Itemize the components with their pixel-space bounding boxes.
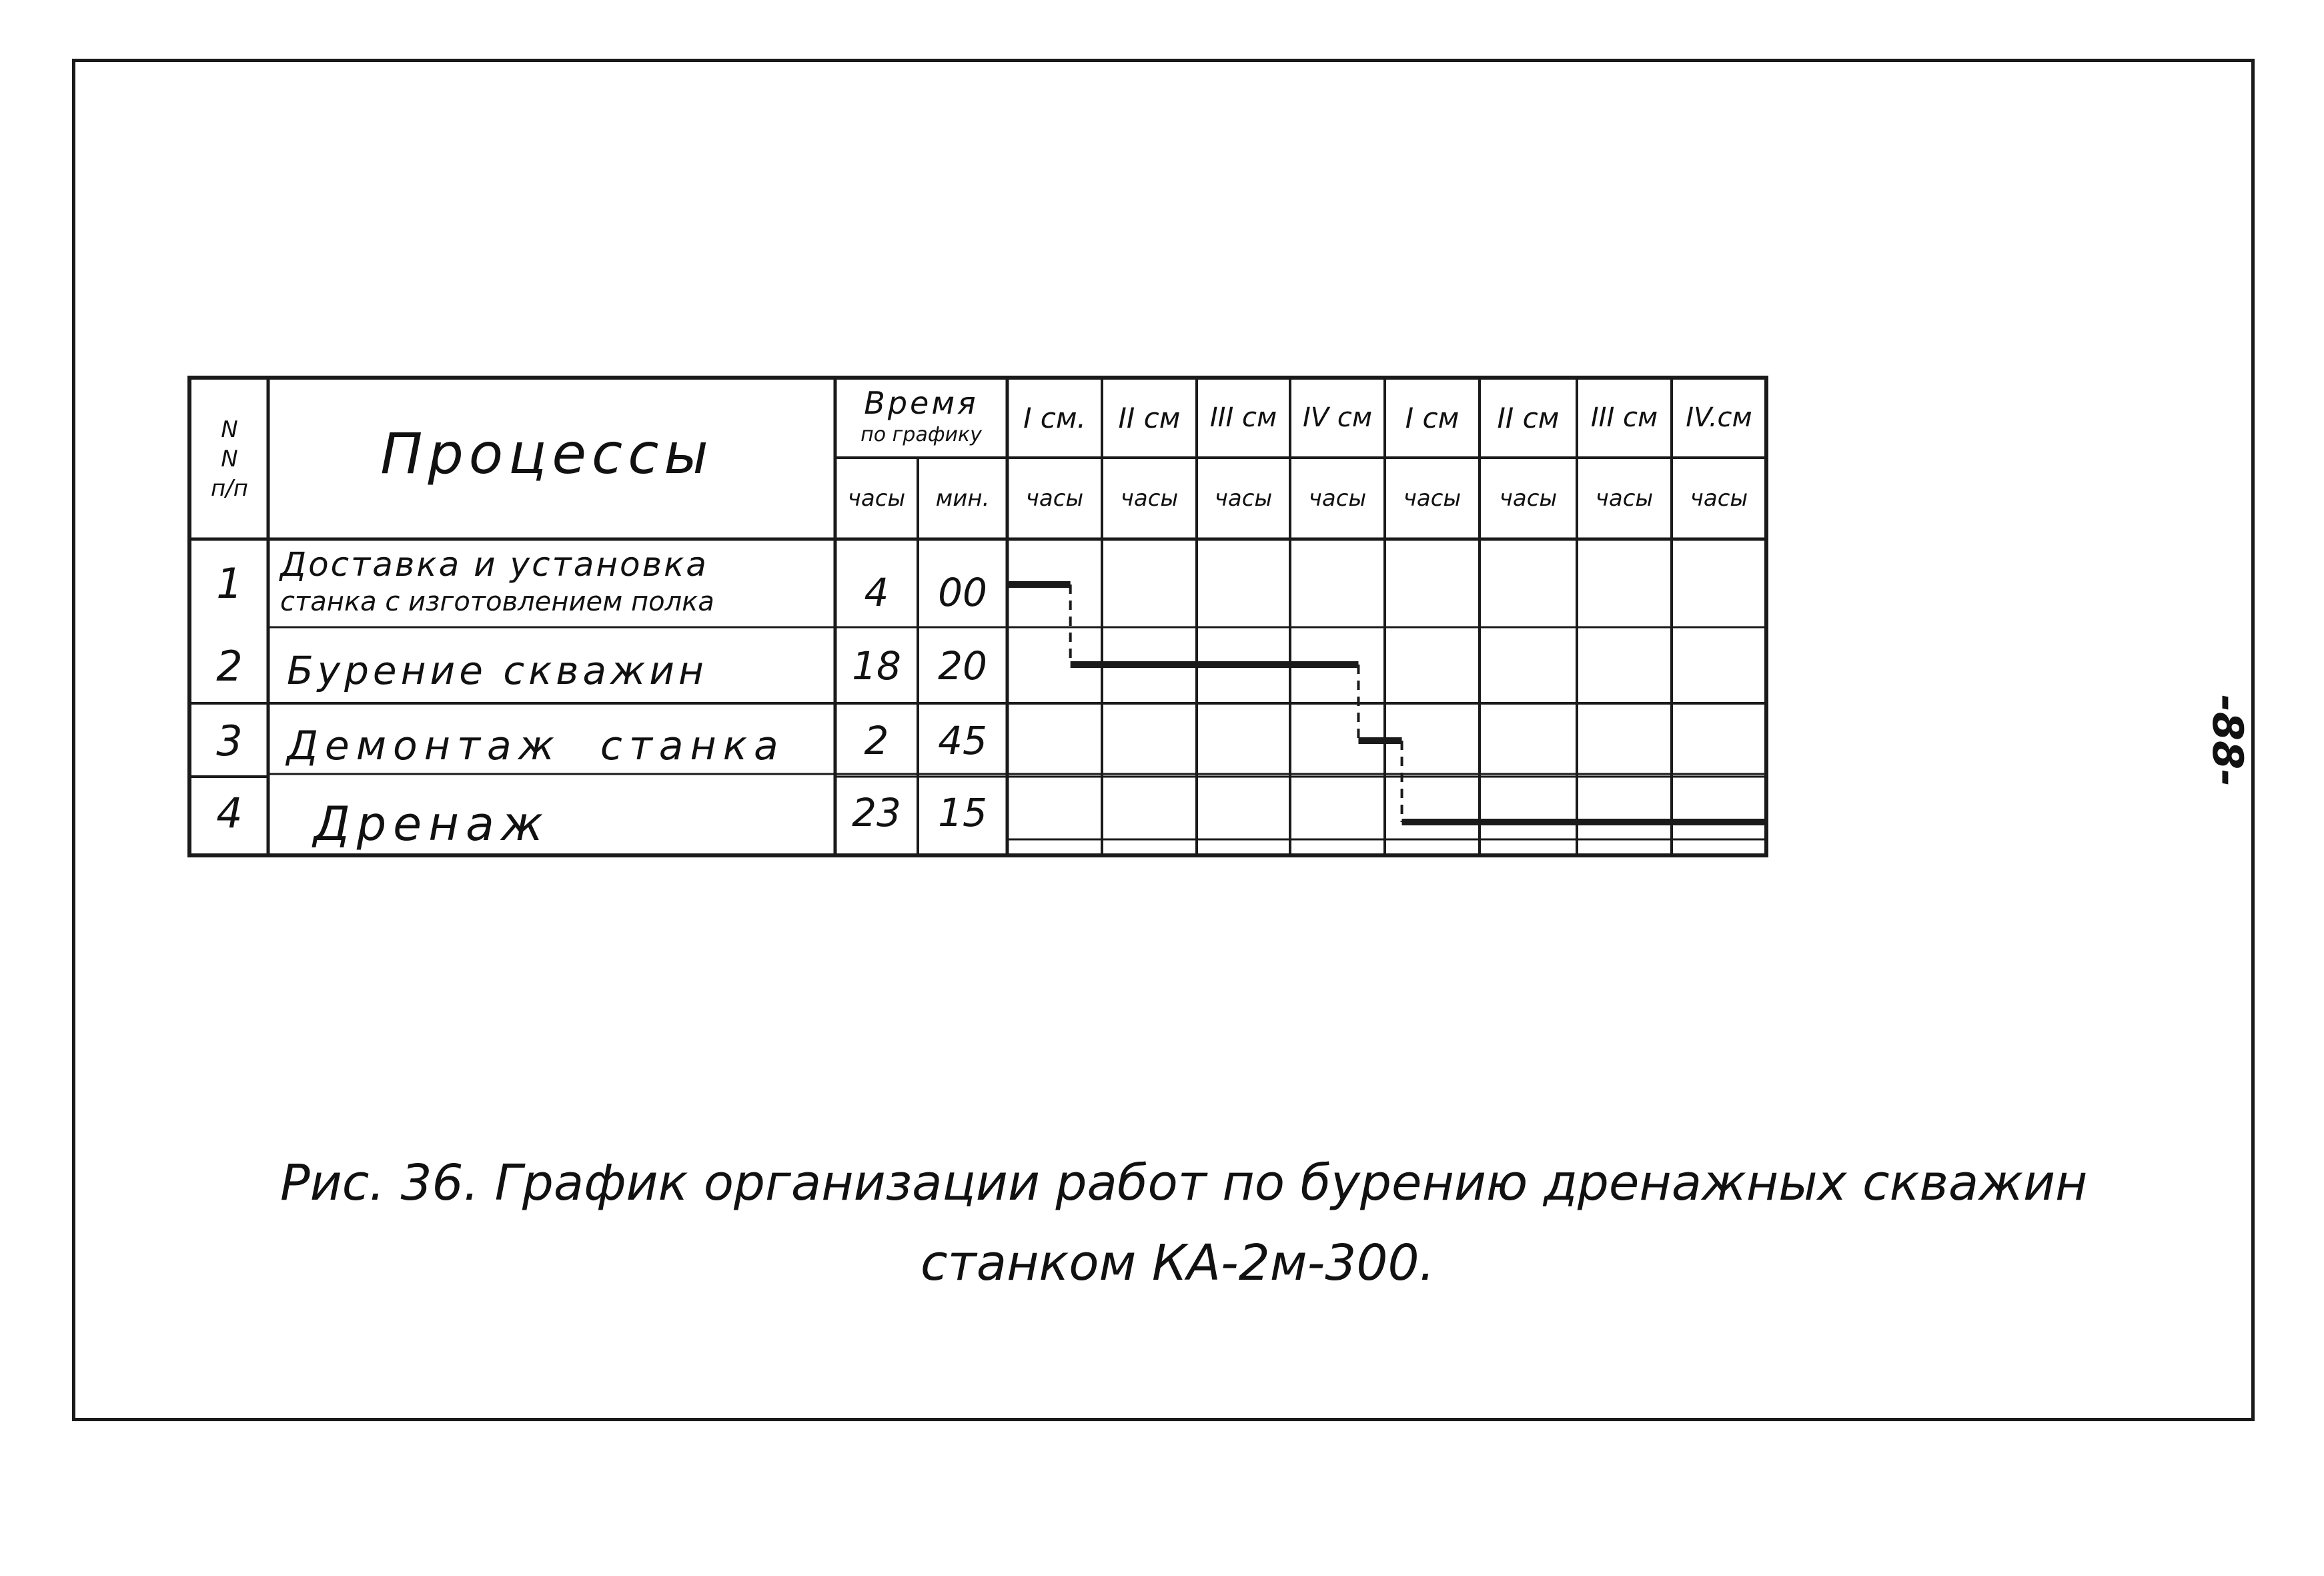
header-time: [838, 382, 1005, 456]
shift-7-header: III см: [1590, 402, 1658, 433]
header-num: [193, 386, 265, 532]
row-1-process-line2: станка с изготовлением полка: [280, 586, 714, 617]
page-number: -88-: [2203, 695, 2253, 787]
row-2-hours: 18: [852, 643, 901, 689]
header-num-line2: N: [221, 446, 238, 472]
header-time-line1: Время: [864, 385, 979, 421]
row-3-hours: 2: [864, 718, 889, 763]
shift-2-header: II см: [1118, 401, 1181, 434]
row-3-minutes: 45: [938, 718, 987, 763]
shift-4-unit: часы: [1308, 485, 1367, 512]
shift-3-header: III см: [1209, 402, 1277, 433]
shift-7-unit: часы: [1595, 485, 1654, 512]
row-1-num: 1: [216, 558, 243, 608]
shift-6-unit: часы: [1499, 485, 1558, 512]
row-2-process: Бурение скважин: [287, 648, 708, 693]
row-2-num: 2: [216, 641, 243, 691]
row-4-hours: 23: [852, 790, 901, 835]
row-4-minutes: 15: [938, 790, 987, 835]
row-3-num: 3: [216, 716, 243, 765]
row-1-minutes: 00: [938, 570, 987, 615]
header-process: Процессы: [380, 421, 714, 486]
header-num-line1: N: [221, 416, 238, 443]
shift-8-header: IV.см: [1686, 402, 1752, 433]
figure-caption-line1: Рис. 36. График организации работ по бурению дренажных скважин: [280, 1154, 2088, 1212]
row-1-process: [280, 542, 834, 625]
shift-5-header: I см: [1405, 401, 1460, 434]
header-hours: часы: [847, 485, 906, 512]
header-minutes: мин.: [935, 485, 990, 512]
header-num-line3: п/п: [211, 475, 248, 502]
shift-8-unit: часы: [1690, 485, 1748, 512]
shift-5-unit: часы: [1403, 485, 1462, 512]
row-4-num: 4: [216, 788, 243, 837]
row-1-hours: 4: [864, 570, 889, 615]
header-time-line2: по графику: [860, 423, 982, 446]
row-4-process: Дренаж: [314, 797, 550, 851]
row-1-process-line1: Доставка и установка: [280, 545, 708, 584]
row-3-process: Демонтаж станка: [287, 723, 785, 769]
shift-1-header: I см.: [1023, 401, 1086, 434]
shift-6-header: II см: [1497, 401, 1560, 434]
shift-4-header: IV см: [1302, 402, 1373, 433]
row-2-minutes: 20: [938, 643, 987, 689]
shift-1-unit: часы: [1025, 485, 1084, 512]
figure-caption-line2: станком КА-2м-300.: [921, 1234, 1435, 1292]
shift-3-unit: часы: [1214, 485, 1273, 512]
shift-2-unit: часы: [1120, 485, 1179, 512]
